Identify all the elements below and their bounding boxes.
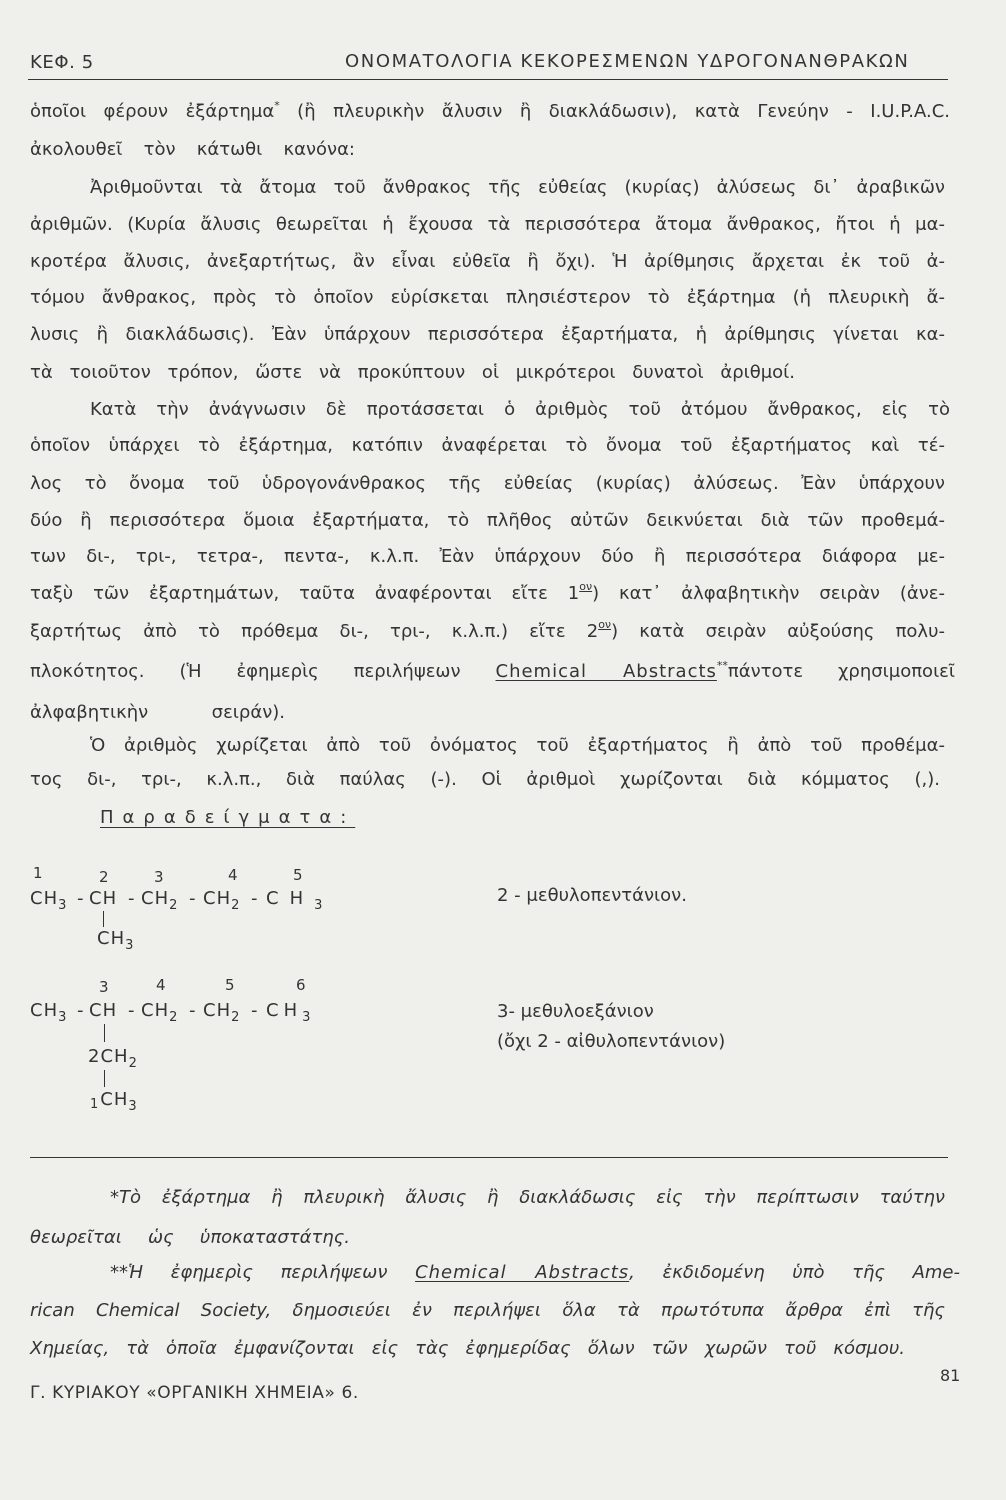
compound-name-text: 3- μεθυλοεξάνιον xyxy=(497,1001,654,1022)
body-line-13 xyxy=(30,545,945,569)
line-text: κροτέρα ἄλυσις, ἀνεξαρτήτως, ἂν εἶναι εὐθεῖα ἢ ὄχι). Ἡ ἀρίθμησις ἄρχεται ἐκ τοῦ ἀ- xyxy=(30,251,945,272)
compound-name xyxy=(497,884,687,908)
line-text: ἀλφαβητικὴν σειράν). xyxy=(30,702,285,723)
compound-name-note xyxy=(497,1030,725,1054)
examples-heading-text: Παραδείγματα: xyxy=(100,807,356,828)
atom-subscript: 3 xyxy=(314,898,334,913)
carbon-locant: 4 xyxy=(156,976,166,994)
atom-subscript: 3 xyxy=(302,1010,316,1025)
branch-bond xyxy=(104,1024,105,1042)
line-segment: ξαρτήτως ἀπὸ τὸ πρόθεμα δι-, τρι-, κ.λ.π.) εἴτε 2 xyxy=(30,621,599,642)
atom-subscript: 2 xyxy=(169,1010,179,1025)
footnote-1-line-2 xyxy=(30,1226,350,1250)
line-text xyxy=(110,1187,945,1208)
line-segment: , ἐκδιδομένη ὑπὸ τῆς Ame- xyxy=(629,1262,960,1283)
body-line-9 xyxy=(90,398,950,422)
carbon-locant: 5 xyxy=(225,976,235,994)
body-line-15 xyxy=(30,620,945,646)
atom-subscript: 2 xyxy=(231,898,241,913)
body-line-8 xyxy=(30,361,795,385)
signature-text: Γ. ΚΥΡΙΑΚΟΥ «ΟΡΓΑΝΙΚΗ ΧΗΜΕΙΑ» 6. xyxy=(30,1383,359,1403)
line-text: rican Chemical Society, δημοσιεύει ἐν περιλήψει ὅλα τὰ πρωτότυπα ἄρθρα ἐπὶ τῆς xyxy=(30,1300,945,1321)
footnote-2-line-2 xyxy=(30,1299,945,1323)
bond: - xyxy=(189,888,197,909)
compound-name-text: 2 - μεθυλοπεντάνιον. xyxy=(497,885,687,906)
footnote-mark: ** xyxy=(110,1262,128,1283)
line-text: λυσις ἢ διακλάδωσις). Ἐὰν ὑπάρχουν περισσότερα ἐξαρτήματα, ἡ ἀρίθμησις γίνεται κα- xyxy=(30,324,945,345)
branch-bond xyxy=(104,1070,105,1087)
line-segment: ) κατ᾽ ἀλφαβητικὴν σειρὰν (ἀνε- xyxy=(592,583,945,604)
chapter-label xyxy=(30,51,94,75)
chain-group xyxy=(89,888,117,910)
line-text: Χημείας, τὰ ὁποῖα ἐμφανίζονται εἰς τὰς ἐφημερίδας ὅλων τῶν χωρῶν τοῦ κόσμου. xyxy=(30,1338,905,1359)
line-text xyxy=(110,1262,960,1283)
bond: - xyxy=(251,1000,259,1021)
atom: CH xyxy=(266,888,315,909)
footnote-mark: ** xyxy=(716,659,728,672)
carbon-locant: 4 xyxy=(228,866,238,884)
line-segment: ὁποῖοι φέρουν ἐξάρτημα xyxy=(30,101,275,122)
chain-group xyxy=(141,1000,178,1024)
carbon-locant: 2 xyxy=(99,868,109,886)
footnote-rule xyxy=(30,1157,948,1158)
atom: CH xyxy=(100,1046,129,1067)
chain-group xyxy=(203,1000,240,1024)
footnote-1-line-1 xyxy=(110,1186,945,1210)
ordinal-suffix: ον xyxy=(579,580,593,593)
branch-locant: 1 xyxy=(90,1097,100,1112)
line-text: θεωρεῖται ὡς ὑποκαταστάτης. xyxy=(30,1227,350,1248)
carbon-locant: 1 xyxy=(33,864,43,882)
branch-group xyxy=(90,1089,138,1113)
chain-group xyxy=(89,1000,117,1022)
chain-group xyxy=(203,888,240,912)
line-text: ἀριθμῶν. (Κυρία ἄλυσις θεωρεῖται ἡ ἔχουσα τὰ περισσότερα ἄτομα ἄνθρακος, ἤτοι ἡ μα- xyxy=(30,214,945,235)
carbon-locant: 5 xyxy=(293,866,303,884)
body-line-1 xyxy=(30,100,950,126)
line-text: Ὁ ἀριθμὸς χωρίζεται ἀπὸ τοῦ ὀνόματος τοῦ ἐξαρτήματος ἢ ἀπὸ τοῦ προθέμα- xyxy=(90,735,945,756)
carbon-locant: 3 xyxy=(154,868,164,886)
body-line-17 xyxy=(30,701,285,725)
line-text: ὁποῖον ὑπάρχει τὸ ἐξάρτημα, κατόπιν ἀναφέρεται τὸ ὄνομα τοῦ ἐξαρτήματος καὶ τέ- xyxy=(30,435,945,456)
running-title xyxy=(345,50,945,74)
branch-bond xyxy=(103,911,104,927)
atom-subscript: 2 xyxy=(231,1010,241,1025)
body-line-4 xyxy=(30,213,945,237)
atom: CH xyxy=(89,888,118,909)
bond: - xyxy=(77,888,85,909)
journal-title: Chemical Abstracts xyxy=(415,1262,630,1283)
bond: - xyxy=(251,888,259,909)
line-text: τος δι-, τρι-, κ.λ.π., διὰ παύλας (-). Οἱ ἀριθμοὶ χωρίζονται διὰ κόμματος (,). xyxy=(30,769,940,790)
atom: CH xyxy=(203,888,232,909)
line-text xyxy=(30,618,945,642)
line-text: των δι-, τρι-, τετρα-, πεντα-, κ.λ.π. Ἐὰν ὑπάρχουν δύο ἢ περισσότερα διάφορα με- xyxy=(30,546,945,567)
bond: - xyxy=(189,1000,197,1021)
line-text: Κατὰ τὴν ἀνάγνωσιν δὲ προτάσσεται ὁ ἀριθμὸς τοῦ ἀτόμου ἄνθρακος, εἰς τὸ xyxy=(90,399,950,420)
atom: CH xyxy=(30,888,59,909)
atom: CH xyxy=(30,1000,59,1021)
compound-name xyxy=(497,1000,654,1024)
line-text: λος τὸ ὄνομα τοῦ ὑδρογονάνθρακος τῆς εὐθείας (κυρίας) ἀλύσεως. Ἐὰν ὑπάρχουν xyxy=(30,473,945,494)
bond: - xyxy=(128,888,136,909)
line-text: δύο ἢ περισσότερα ὅμοια ἐξαρτήματα, τὸ πλῆθος αὐτῶν δεικνύεται διὰ τῶν προθεμά- xyxy=(30,510,945,531)
line-segment: Τὸ ἐξάρτημα ἢ πλευρικὴ ἄλυσις ἢ διακλάδωσις εἰς τὴν περίπτωσιν ταύτην xyxy=(119,1187,945,1208)
atom-subscript: 3 xyxy=(125,938,135,953)
body-line-2 xyxy=(30,138,355,162)
bond: - xyxy=(128,1000,136,1021)
branch-group xyxy=(88,1046,138,1070)
atom: CH xyxy=(203,1000,232,1021)
atom-subscript: 3 xyxy=(58,1010,68,1025)
footnote-2-line-1 xyxy=(110,1261,960,1285)
branch-group xyxy=(97,928,134,952)
atom: CH xyxy=(89,1000,118,1021)
body-line-14 xyxy=(30,582,945,608)
examples-heading xyxy=(100,806,355,830)
line-text: τόμου ἄνθρακος, πρὸς τὸ ὁποῖον εὑρίσκεται πλησιέστερον τὸ ἐξάρτημα (ἡ πλευρικὴ ἄ- xyxy=(30,287,945,308)
line-text: ἀκολουθεῖ τὸν κάτωθι κανόνα: xyxy=(30,139,355,160)
branch-locant: 2 xyxy=(88,1046,101,1067)
signature-line xyxy=(30,1381,430,1405)
line-text xyxy=(30,661,955,682)
body-line-6 xyxy=(30,286,945,310)
atom: CH xyxy=(141,1000,170,1021)
body-line-3 xyxy=(90,176,945,200)
carbon-locant: 6 xyxy=(296,976,306,994)
bond: - xyxy=(77,1000,85,1021)
running-title-text: ΟΝΟΜΑΤΟΛΟΓΙΑ ΚΕΚΟΡΕΣΜΕΝΩΝ ΥΔΡΟΓΟΝΑΝΘΡΑΚΩΝ xyxy=(345,51,910,72)
chain-group xyxy=(30,888,67,912)
atom-subscript: 3 xyxy=(58,898,68,913)
line-text xyxy=(30,580,945,604)
journal-title: Chemical Abstracts xyxy=(495,661,717,682)
atom: CH xyxy=(141,888,170,909)
line-segment: πλοκότητος. (Ἡ ἐφημερὶς περιλήψεων xyxy=(30,661,496,682)
line-segment: Ἡ ἐφημερὶς περιλήψεων xyxy=(128,1262,416,1283)
body-line-11 xyxy=(30,472,945,496)
ordinal-suffix: ον xyxy=(598,618,612,631)
chain-group xyxy=(30,1000,67,1024)
body-line-19 xyxy=(30,768,940,792)
header-rule xyxy=(28,79,948,80)
footnote-2-line-3 xyxy=(30,1337,905,1361)
body-line-10 xyxy=(30,434,945,458)
line-text xyxy=(30,101,950,122)
chain-group xyxy=(266,1000,315,1024)
page-number: 81 xyxy=(940,1366,961,1385)
chain-group xyxy=(141,888,178,912)
line-text: τὰ τοιοῦτον τρόπον, ὥστε νὰ προκύπτουν οἱ μικρότεροι δυνατοὶ ἀριθμοί. xyxy=(30,362,795,383)
chain-group xyxy=(266,888,333,912)
line-text: Ἀριθμοῦνται τὰ ἄτομα τοῦ ἄνθρακος τῆς εὐθείας (κυρίας) ἀλύσεως δι᾽ ἀραβικῶν xyxy=(90,177,945,198)
footnote-mark: * xyxy=(274,99,280,112)
atom: CH xyxy=(97,928,126,949)
atom-subscript: 2 xyxy=(128,1056,138,1071)
body-line-5 xyxy=(30,250,945,274)
body-line-16 xyxy=(30,660,955,686)
chapter-text: ΚΕΦ. 5 xyxy=(30,52,94,73)
carbon-locant: 3 xyxy=(99,978,109,996)
line-segment: (ἢ πλευρικὴν ἄλυσιν ἢ διακλάδωσιν), κατὰ Γενεύην - I.U.P.A.C. xyxy=(279,101,950,122)
footnote-mark: * xyxy=(110,1187,119,1208)
atom-subscript: 3 xyxy=(128,1099,138,1114)
body-line-7 xyxy=(30,323,945,347)
body-line-12 xyxy=(30,509,945,533)
atom: CH xyxy=(100,1089,129,1110)
line-segment: ) κατὰ σειρὰν αὐξούσης πολυ- xyxy=(611,621,945,642)
atom-subscript: 2 xyxy=(169,898,179,913)
atom: CH xyxy=(266,1000,303,1021)
line-segment: πάντοτε χρησιμοποιεῖ xyxy=(727,661,955,682)
line-segment: ταξὺ τῶν ἐξαρτημάτων, ταῦτα ἀναφέρονται εἴτε 1 xyxy=(30,583,580,604)
body-line-18 xyxy=(90,734,945,758)
compound-name-note-text: (ὄχι 2 - αἰθυλοπεντάνιον) xyxy=(497,1031,726,1052)
